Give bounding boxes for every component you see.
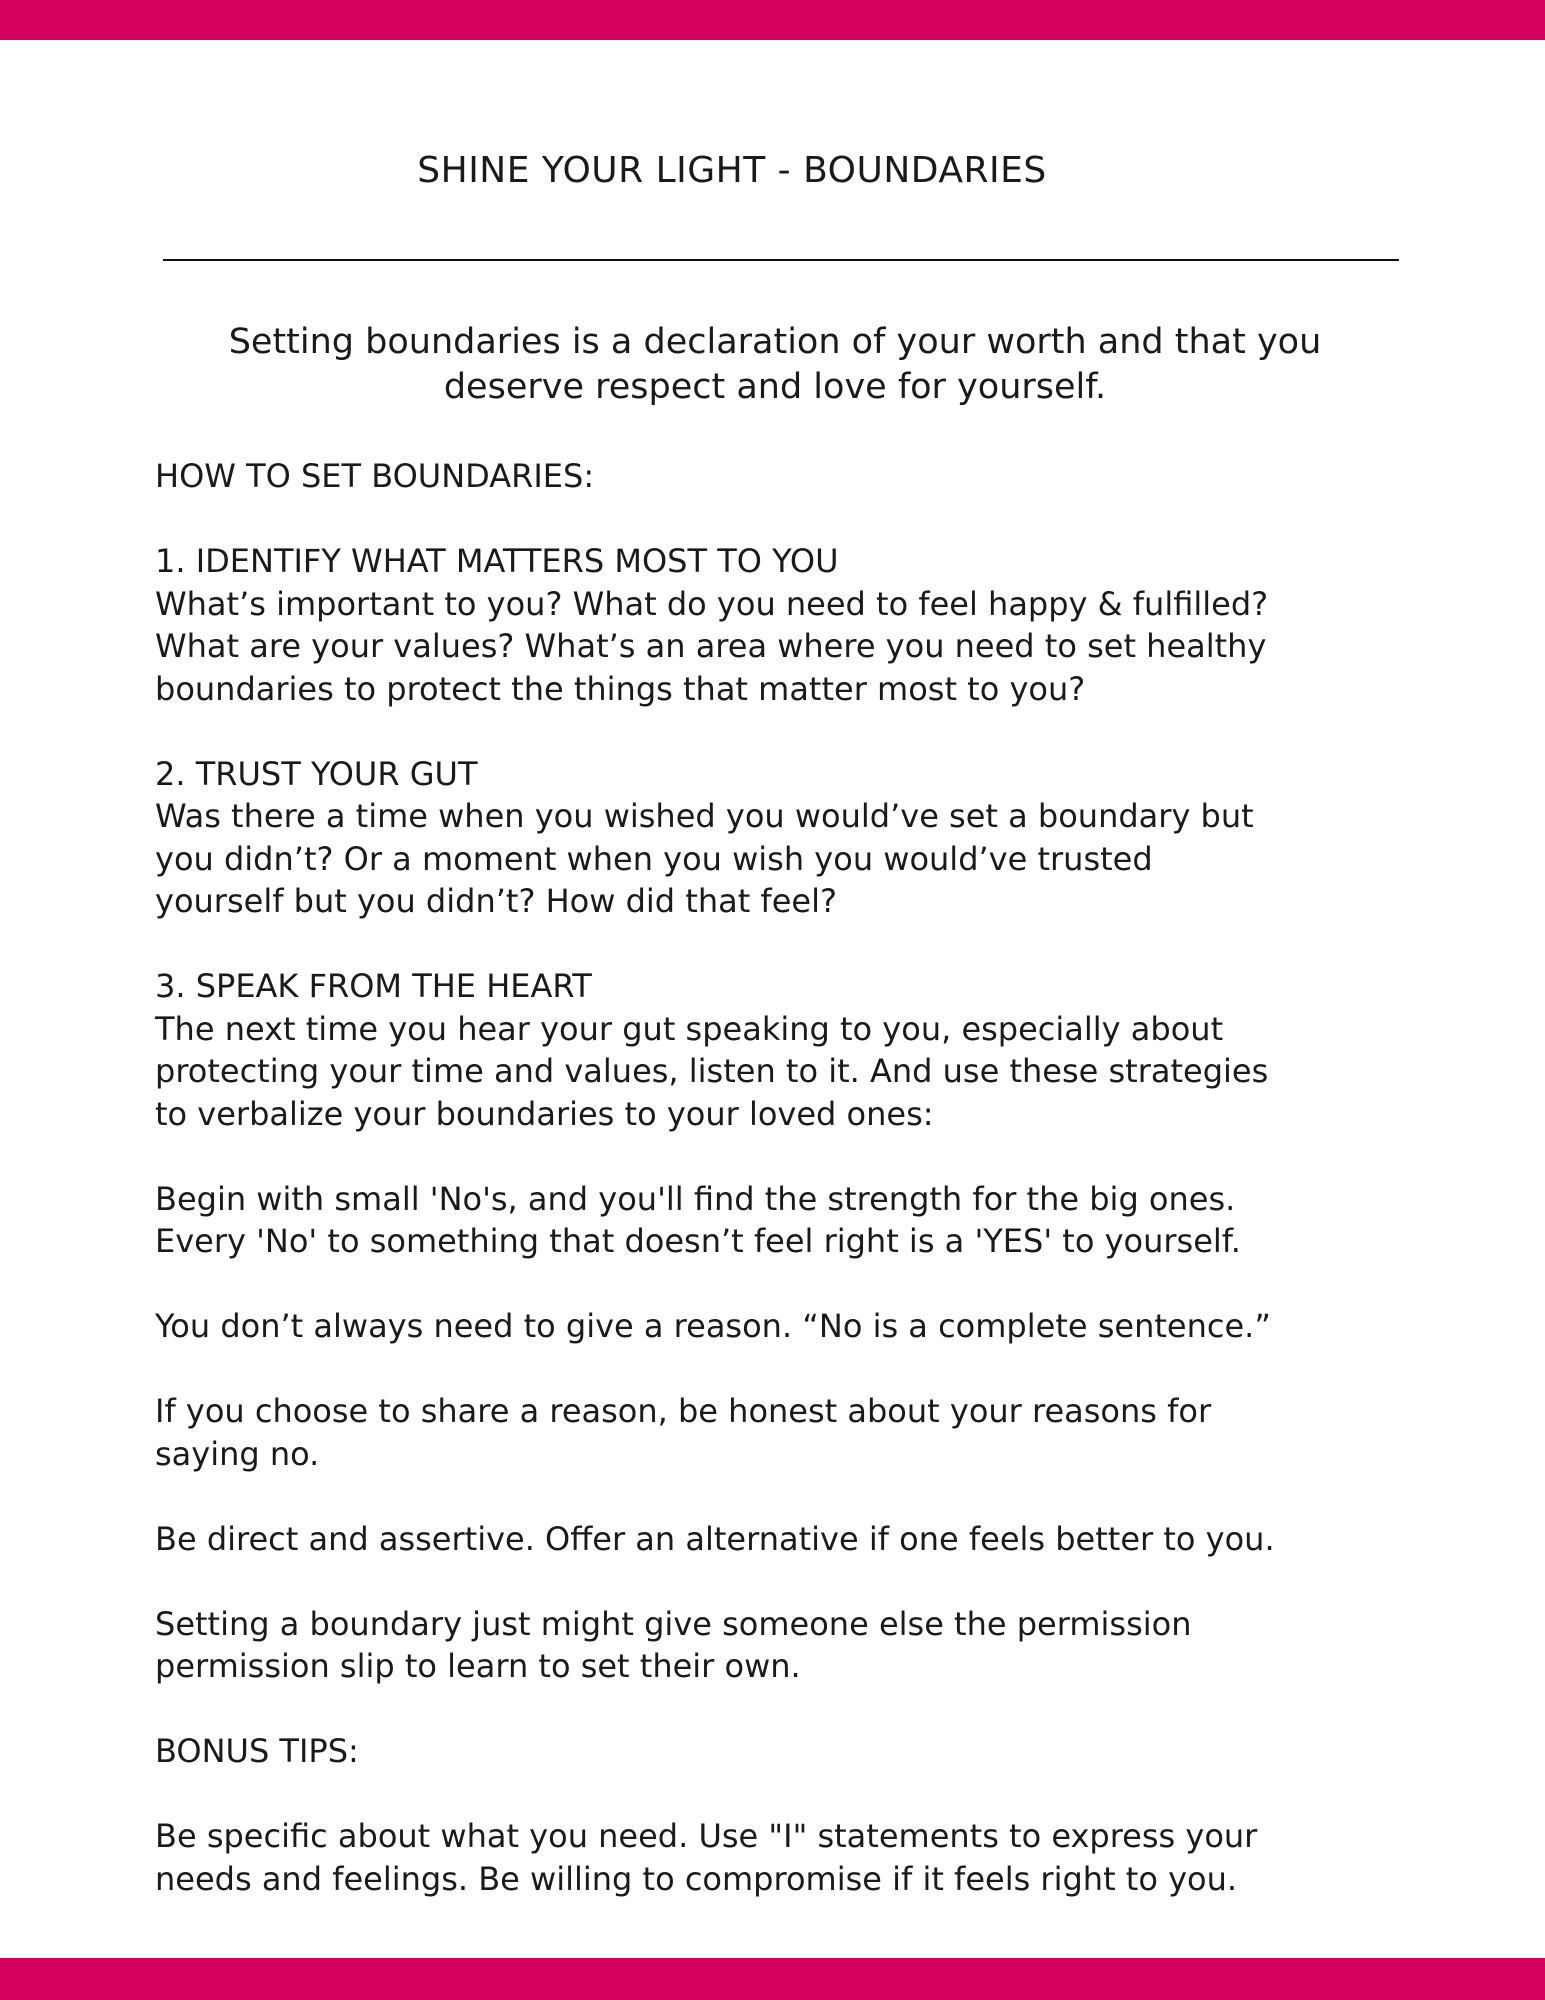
step-heading: 2. TRUST YOUR GUT [155, 754, 478, 793]
step-line: What are your values? What’s an area where you need to set healthy [155, 627, 1267, 665]
bottom-accent-band [0, 1958, 1545, 2000]
bonus-line: Be specific about what you need. Use "I" statements to express your [155, 1817, 1258, 1855]
bonus-heading: BONUS TIPS: [155, 1732, 359, 1770]
step-line: you didn’t? Or a moment when you wish you would’ve trusted [155, 839, 1153, 878]
strategy-line: saying no. [155, 1434, 320, 1473]
strategy-line: Every 'No' to something that doesn’t feel right is a 'YES' to yourself. [155, 1222, 1241, 1260]
strategy-line: Be direct and assertive. Offer an alternative if one feels better to you. [155, 1519, 1275, 1558]
step-2 [155, 753, 1395, 923]
title-divider [163, 259, 1399, 261]
how-to-section [155, 455, 1395, 498]
strategy-2 [155, 1305, 1395, 1348]
strategy-1 [155, 1178, 1395, 1263]
step-line: What’s important to you? What do you need to feel happy & fulfilled? [155, 584, 1269, 623]
intro-text: Setting boundaries is a declaration of your worth and that you deserve respect and love for yourself. [228, 322, 1322, 407]
bonus-tips [155, 1815, 1395, 1900]
step-line: The next time you hear your gut speaking to you, especially about [155, 1009, 1224, 1048]
bonus-section [155, 1730, 1395, 1773]
strategy-line: permission slip to learn to set their own. [155, 1647, 801, 1685]
how-to-heading: HOW TO SET BOUNDARIES: [155, 457, 595, 495]
top-accent-band [0, 0, 1545, 40]
bonus-line: needs and feelings. Be willing to compromise if it feels right to you. [155, 1859, 1238, 1898]
step-3 [155, 965, 1395, 1135]
strategy-line: You don’t always need to give a reason. “No is a complete sentence.” [155, 1307, 1271, 1345]
strategy-3 [155, 1390, 1395, 1475]
strategy-4 [155, 1518, 1395, 1561]
step-heading: 3. SPEAK FROM THE HEART [155, 967, 592, 1005]
strategy-line: Setting a boundary just might give someone else the permission [155, 1604, 1192, 1643]
main-content [155, 455, 1395, 1943]
step-heading: 1. IDENTIFY WHAT MATTERS MOST TO YOU [155, 542, 839, 580]
page-title: SHINE YOUR LIGHT - BOUNDARIES [417, 150, 1047, 191]
step-line: boundaries to protect the things that matter most to you? [155, 669, 1086, 708]
step-1 [155, 540, 1395, 710]
strategy-5 [155, 1603, 1395, 1688]
step-line: protecting your time and values, listen to it. And use these strategies [155, 1052, 1269, 1090]
strategy-line: If you choose to share a reason, be honest about your reasons for [155, 1392, 1212, 1430]
step-line: yourself but you didn’t? How did that feel? [155, 882, 837, 920]
step-line: Was there a time when you wished you would’ve set a boundary but [155, 797, 1254, 835]
strategy-line: Begin with small 'No's, and you'll find the strength for the big ones. [155, 1179, 1236, 1218]
step-line: to verbalize your boundaries to your loved ones: [155, 1094, 934, 1133]
